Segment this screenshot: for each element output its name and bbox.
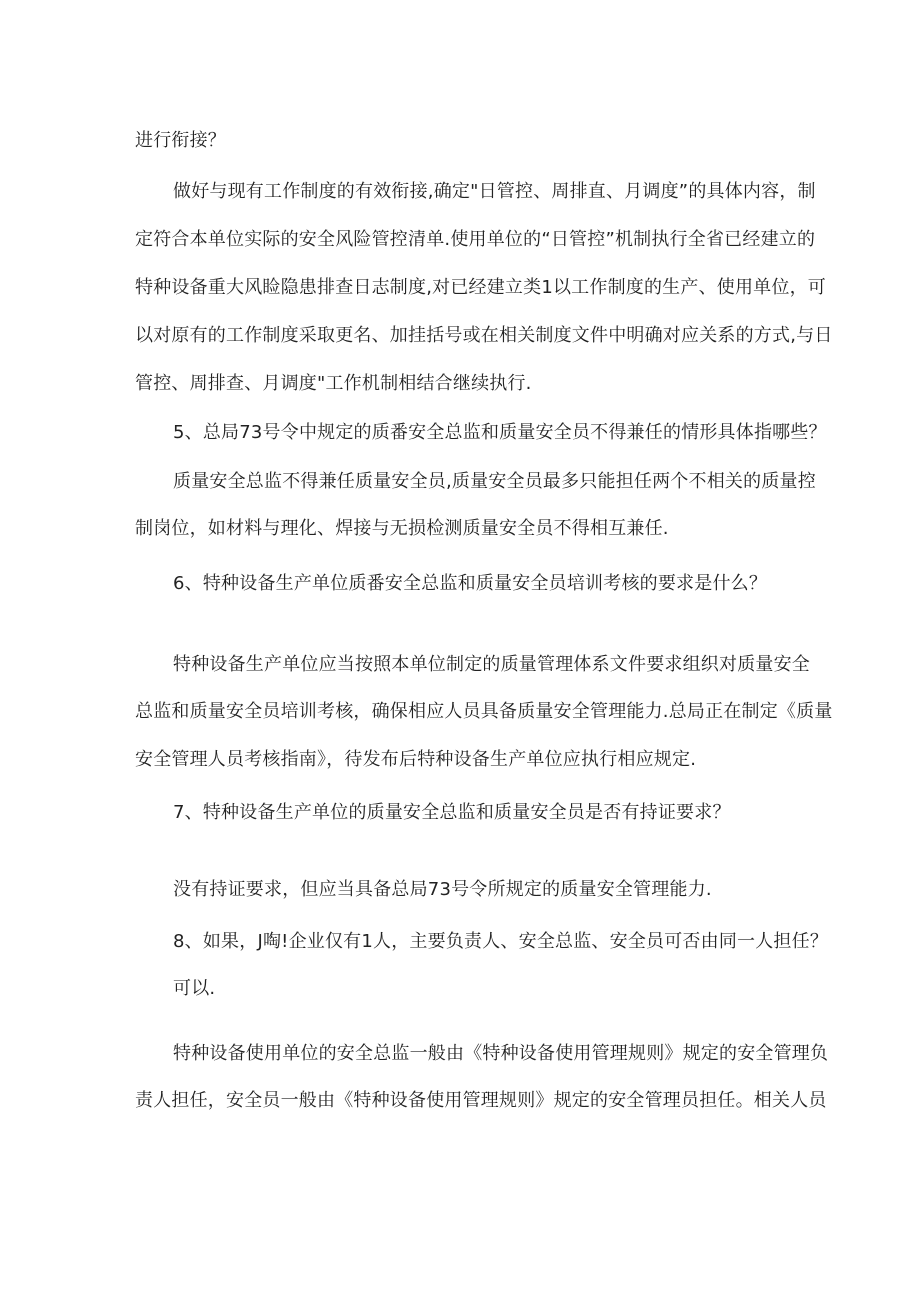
paragraph-line: 总监和质量安全员培训考核，确保相应人员具备质量安全管理能力.总局正在制定《质量 (135, 701, 833, 722)
paragraph-line: 特种设备重大风睑隐患排查日志制度,对已经建立类1以工作制度的生产、使用单位，可 (135, 277, 826, 298)
paragraph-line: 特种设备使用单位的安全总监一般由《特种设备使用管理规则》规定的安全管理负 (173, 1043, 829, 1064)
paragraph-line: 可以. (173, 978, 216, 999)
paragraph-line: 进行衔接？ (135, 130, 226, 151)
question-heading: 6、特种设备生产单位质番安全总监和质量安全员培训考核的要求是什么？ (173, 573, 768, 594)
paragraph-line: 定符合本单位实际的安全风险管控清单.使用单位的“日管控”机制执行全省已经建立的 (135, 229, 816, 250)
question-heading: 8、如果，J啕!企业仅有1人，主要负责人、安全总监、安全员可否由同一人担任？ (173, 931, 829, 952)
paragraph-line: 没有持证要求，但应当具备总局73号令所规定的质量安全管理能力. (173, 879, 712, 900)
paragraph-line: 责人担任，安全员一般由《特种设备使用管理规则》规定的安全管理员担任。相关人员 (135, 1090, 827, 1111)
paragraph-line: 管控、周排查、月调度"工作机制相结合继续执行. (135, 373, 532, 394)
paragraph-line: 以对原有的工作制度采取更名、加挂括号或在相关制度文件中明确对应关系的方式,与日 (135, 325, 833, 346)
paragraph-line: 制岗位，如材料与理化、焊接与无损检测质量安全员不得相互兼任. (135, 518, 669, 539)
paragraph-line: 特种设备生产单位应当按照本单位制定的质量管理体系文件要求组织对质量安全 (173, 654, 810, 675)
question-heading: 5、总局73号令中规定的质番安全总监和质量安全员不得兼任的情形具体指哪些？ (173, 422, 827, 443)
paragraph-line: 质量安全总监不得兼任质量安全员,质量安全员最多只能担任两个不相关的质量控 (173, 471, 816, 492)
question-heading: 7、特种设备生产单位的质量安全总监和质量安全员是否有持证要求？ (173, 802, 731, 823)
paragraph-line: 安全管理人员考核指南》，待发布后特种设备生产单位应执行相应规定. (135, 749, 697, 770)
paragraph-line: 做好与现有工作制度的有效衔接,确定"日管控、周排直、月调度”的具体内容，制 (173, 181, 816, 202)
